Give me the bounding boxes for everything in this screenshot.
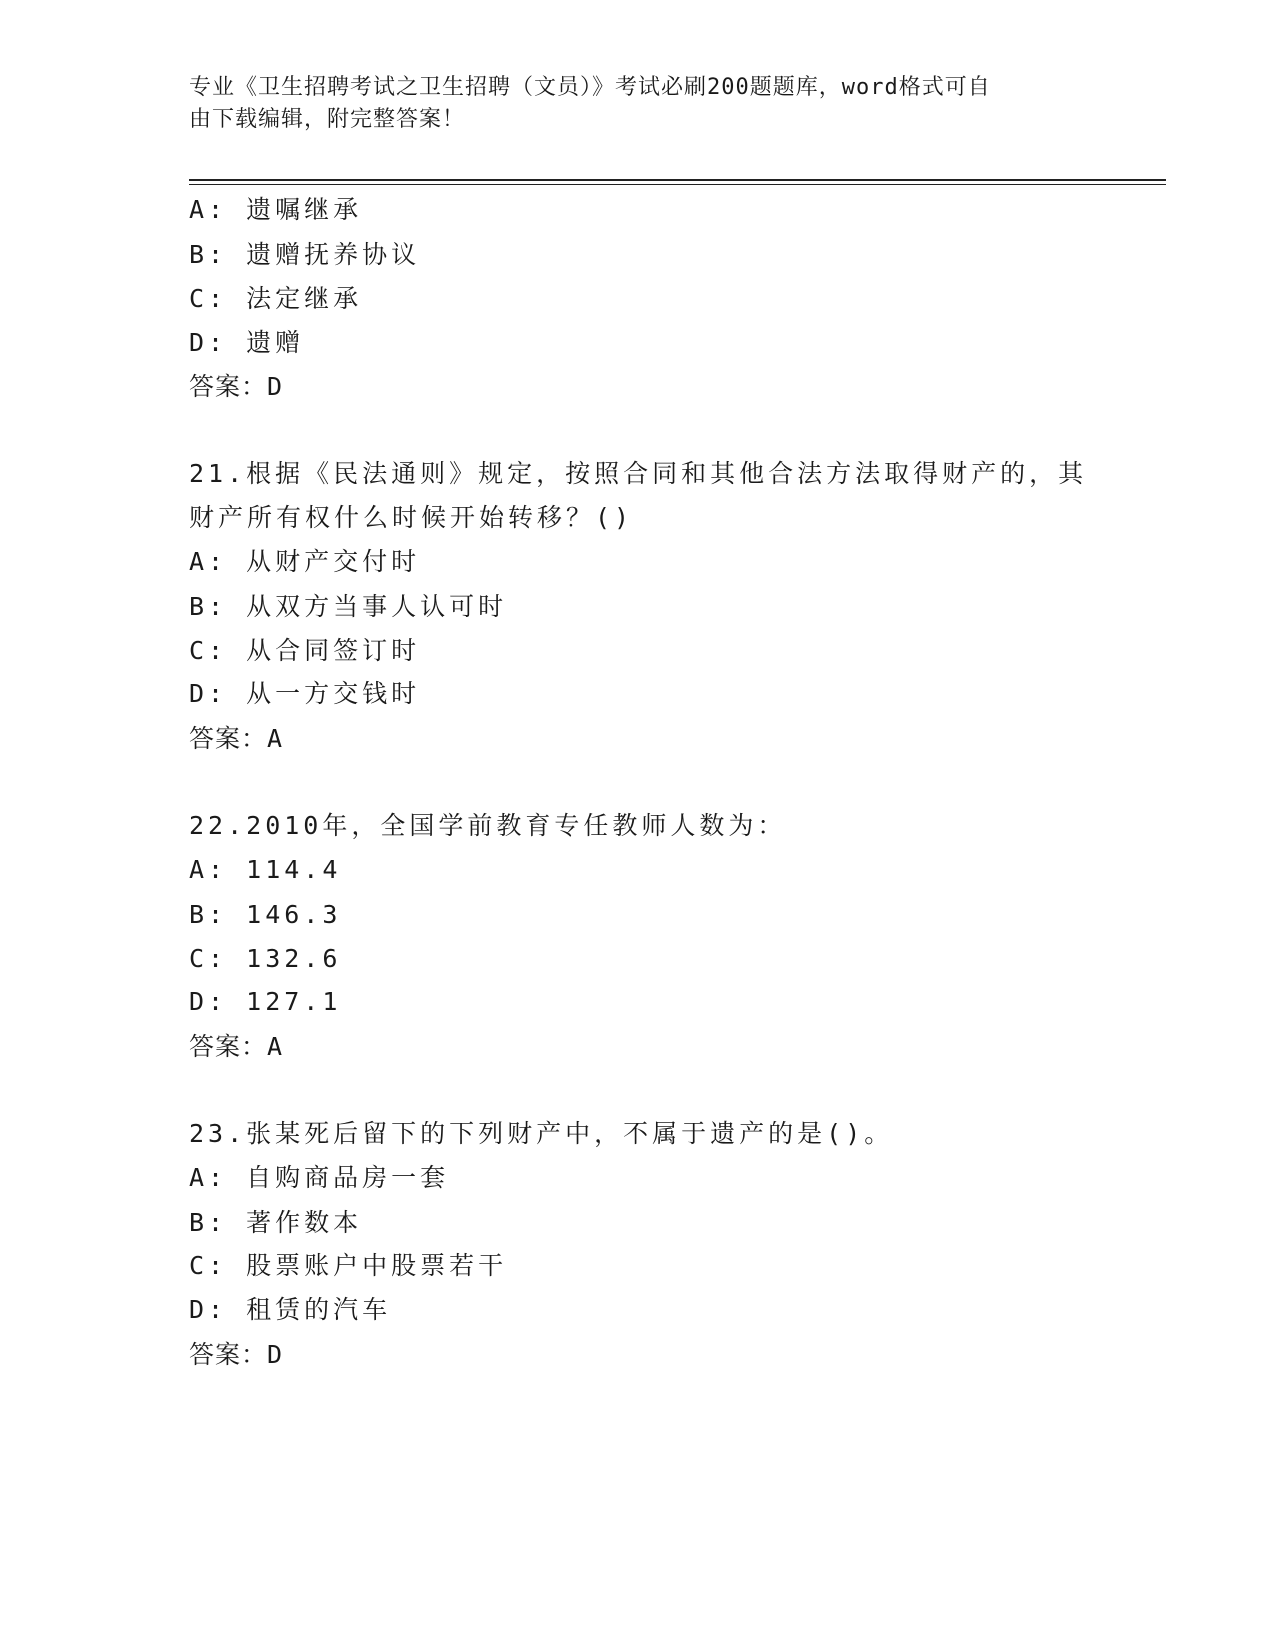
option-b: B: 146.3 bbox=[189, 900, 342, 929]
option-d: D: 遗赠 bbox=[189, 328, 305, 357]
option-a: A: 从财产交付时 bbox=[189, 547, 421, 576]
header-rule-thick bbox=[189, 179, 1166, 181]
option-b: B: 遗赠抚养协议 bbox=[189, 240, 421, 269]
header-rule-thin bbox=[189, 184, 1166, 185]
option-d: D: 租赁的汽车 bbox=[189, 1295, 392, 1324]
option-d: D: 127.1 bbox=[189, 987, 342, 1016]
answer-line: 答案：A bbox=[189, 724, 284, 753]
header-line-1: 专业《卫生招聘考试之卫生招聘（文员）》考试必刷200题题库，word格式可自 bbox=[189, 75, 991, 100]
header-line-2: 由下载编辑，附完整答案！ bbox=[189, 107, 466, 132]
option-b: B: 著作数本 bbox=[189, 1208, 363, 1237]
question-text-line-2: 财产所有权什么时候开始转移？() bbox=[189, 503, 634, 532]
option-d: D: 从一方交钱时 bbox=[189, 679, 421, 708]
option-c: C: 132.6 bbox=[189, 944, 342, 973]
option-c: C: 股票账户中股票若干 bbox=[189, 1251, 508, 1280]
header-text bbox=[189, 72, 1089, 136]
option-a: A: 114.4 bbox=[189, 855, 342, 884]
question-text-line-1: 23.张某死后留下的下列财产中，不属于遗产的是()。 bbox=[189, 1119, 894, 1148]
option-c: C: 法定继承 bbox=[189, 284, 363, 313]
option-c: C: 从合同签订时 bbox=[189, 636, 421, 665]
option-a: A: 自购商品房一套 bbox=[189, 1163, 450, 1192]
answer-line: 答案：D bbox=[189, 1340, 284, 1369]
question-text-line-1: 21.根据《民法通则》规定，按照合同和其他合法方法取得财产的，其 bbox=[189, 459, 1088, 488]
answer-line: 答案：A bbox=[189, 1032, 284, 1061]
question-text-line-1: 22.2010年，全国学前教育专任教师人数为： bbox=[189, 811, 787, 840]
answer-line: 答案：D bbox=[189, 372, 284, 401]
option-a: A: 遗嘱继承 bbox=[189, 195, 363, 224]
option-b: B: 从双方当事人认可时 bbox=[189, 592, 508, 621]
